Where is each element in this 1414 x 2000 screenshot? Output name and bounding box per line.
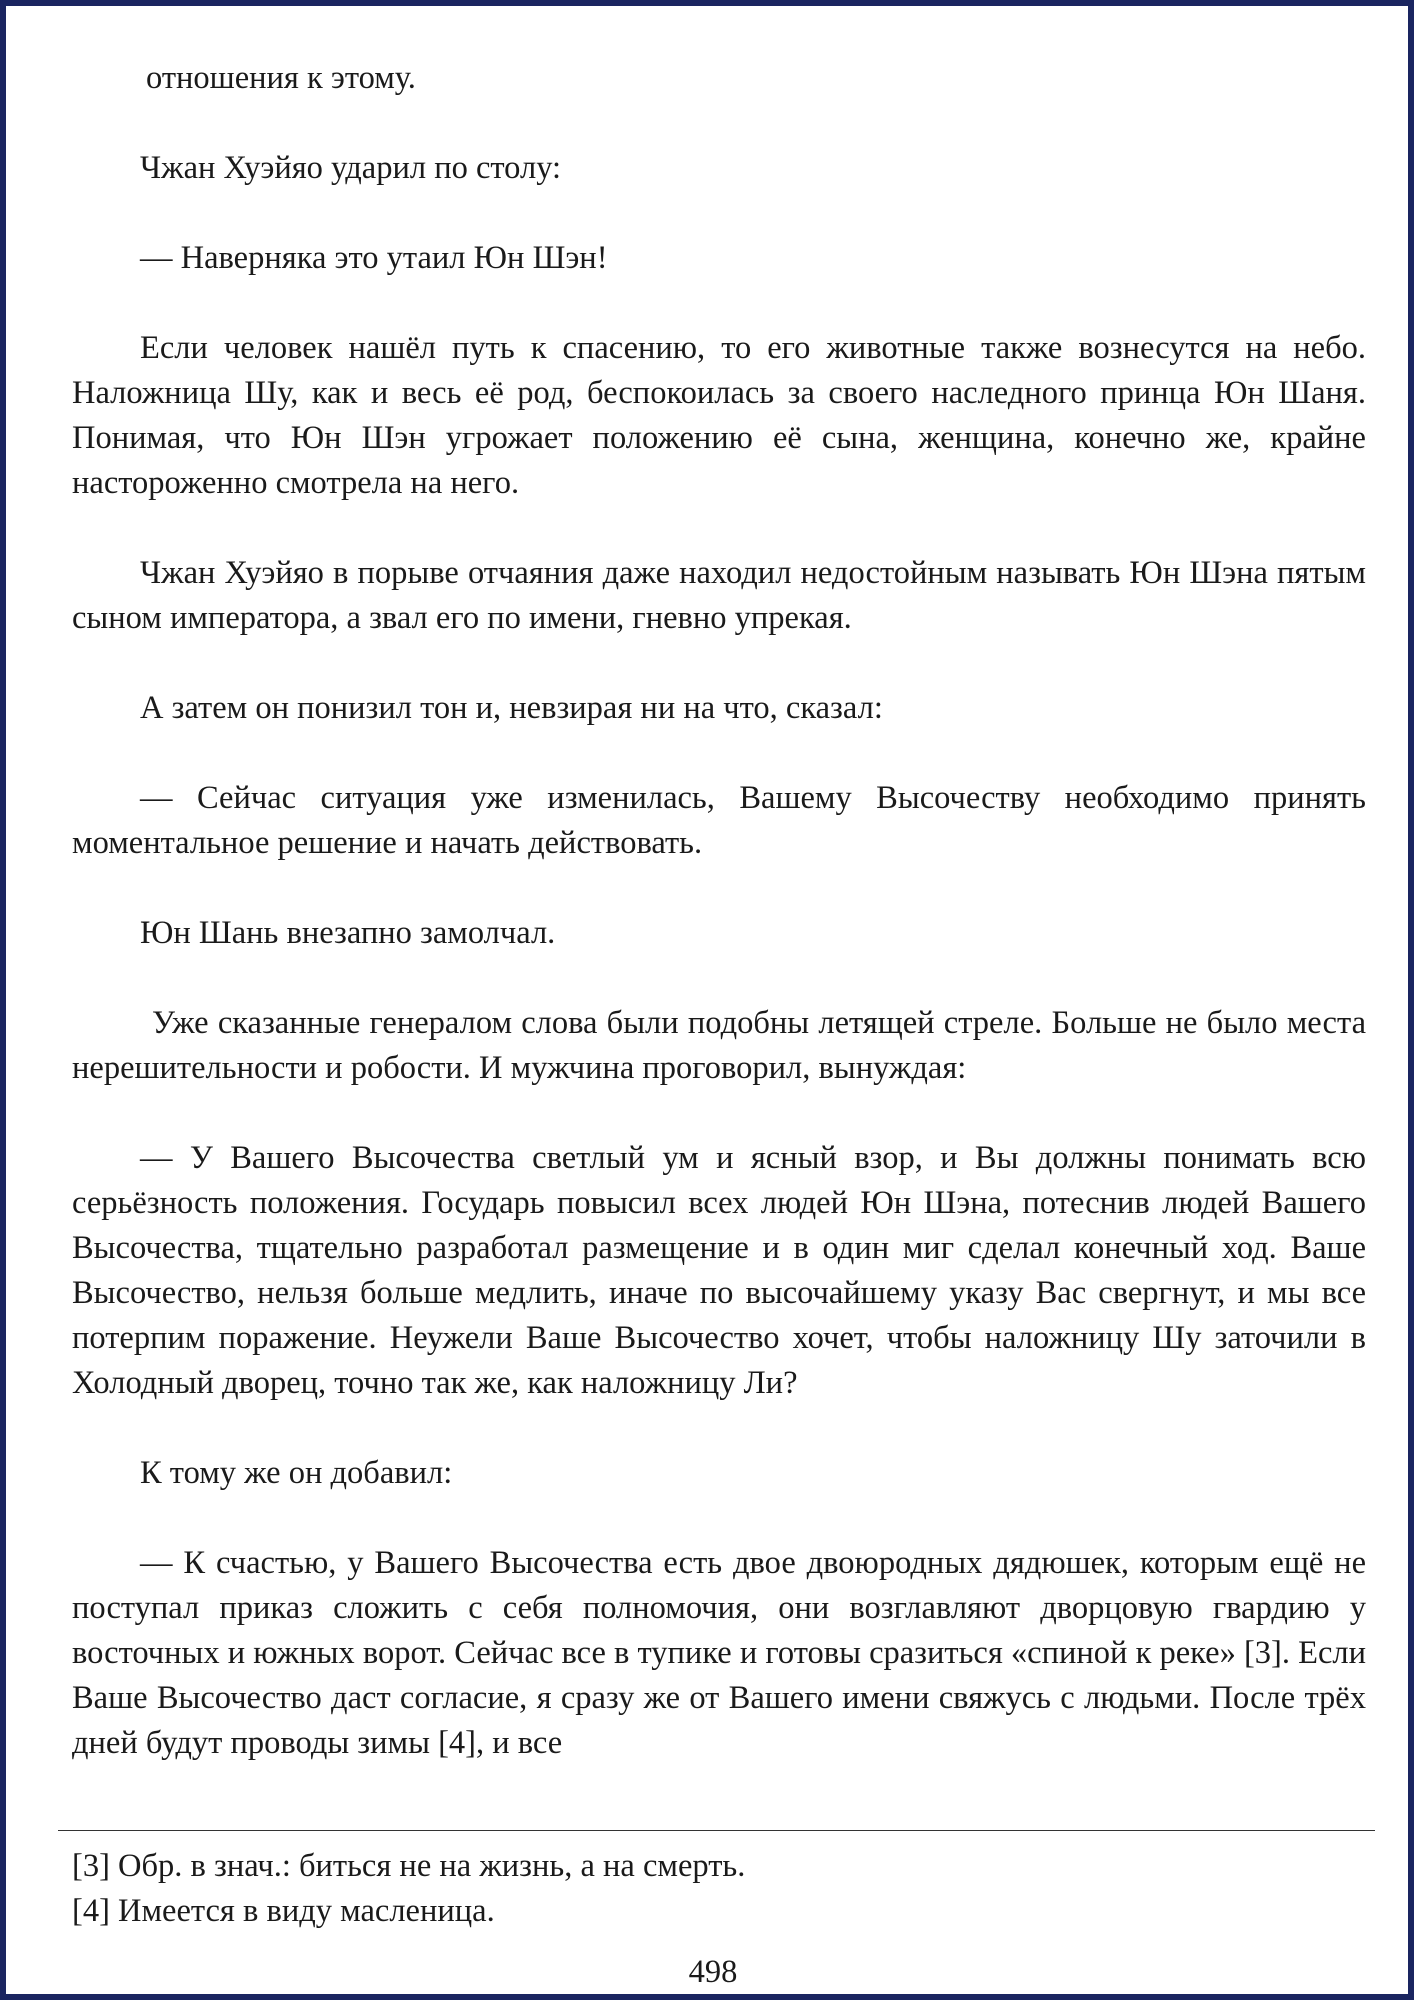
paragraph: отношения к этому. bbox=[146, 60, 416, 96]
paragraph: — У Вашего Высочества светлый ум и ясный взор, и Вы должны понимать всю серьёзность положения. Государь повысил всех людей Юн Шэна, потеснив людей Вашего Высочества, тщательно разработал размещение и в один миг сделал конечный ход. Ваше Высочество, нельзя больше медлить, иначе по высочайшему указу Вас свергнут, и мы все потерпим поражение. Неужели Ваше Высочество хочет, чтобы наложницу Шу заточили в Холодный дворец, точно так же, как наложницу Ли? bbox=[72, 1140, 1366, 1401]
paragraph: — Сейчас ситуация уже изменилась, Вашему Высочеству необходимо принять моментальное решение и начать действовать. bbox=[72, 780, 1366, 861]
paragraph: Чжан Хуэйяо ударил по столу: bbox=[140, 150, 562, 186]
paragraph: К тому же он добавил: bbox=[140, 1455, 453, 1491]
footnotes bbox=[72, 1844, 1366, 1934]
footnote-divider bbox=[58, 1830, 1375, 1831]
paragraph: — К счастью, у Вашего Высочества есть двое двоюродных дядюшек, которым ещё не поступал приказ сложить с себя полномочия, они возглавляют дворцовую гвардию у восточных и южных ворот. Сейчас все в тупике и готовы сразиться «спиной к реке» [3]. Если Ваше Высочество даст согласие, я сразу же от Вашего имени свяжусь с людьми. После трёх дней будут проводы зимы [4], и все bbox=[72, 1545, 1366, 1761]
page-number: 498 bbox=[688, 1954, 738, 1990]
paragraph: Уже сказанные генералом слова были подобны летящей стреле. Больше не было места нерешительности и робости. И мужчина проговорил, вынуждая: bbox=[72, 1005, 1366, 1086]
paragraph: — Наверняка это утаил Юн Шэн! bbox=[140, 240, 608, 276]
footnote-3: [3] Обр. в знач.: биться не на жизнь, а на смерть. bbox=[72, 1848, 746, 1884]
paragraph: Если человек нашёл путь к спасению, то его животные также вознесутся на небо. Наложница Шу, как и весь её род, беспокоилась за своего наследного принца Юн Шаня. Понимая, что Юн Шэн угрожает положению её сына, женщина, конечно же, крайне настороженно смотрела на него. bbox=[72, 330, 1366, 501]
paragraph: Чжан Хуэйяо в порыве отчаяния даже находил недостойным называть Юн Шэна пятым сыном императора, а звал его по имени, гневно упрекая. bbox=[72, 555, 1366, 636]
footnote-4: [4] Имеется в виду масленица. bbox=[72, 1893, 495, 1929]
paragraph: Юн Шань внезапно замолчал. bbox=[140, 915, 556, 951]
paragraph: А затем он понизил тон и, невзирая ни на что, сказал: bbox=[140, 690, 883, 726]
main-text bbox=[72, 56, 1366, 1811]
